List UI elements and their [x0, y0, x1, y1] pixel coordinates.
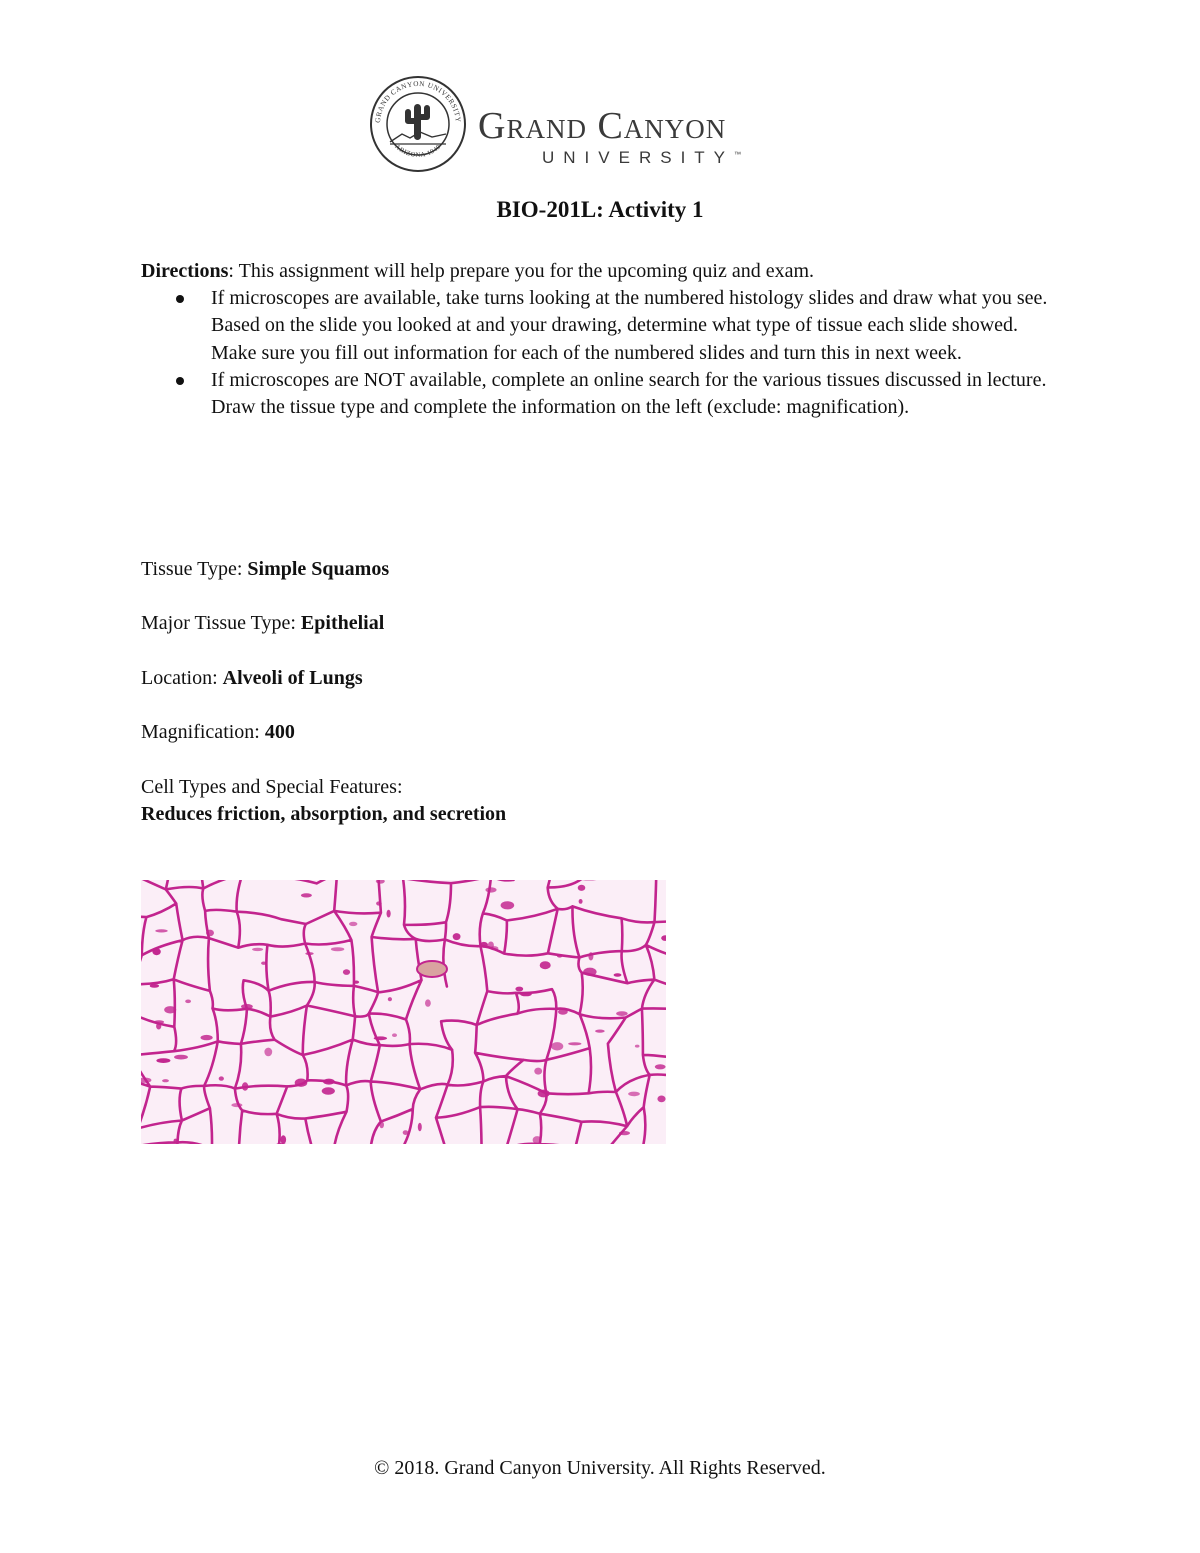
tissue-type-label: Tissue Type:: [141, 558, 248, 580]
stained-nucleus: [595, 1030, 605, 1033]
stained-nucleus: [231, 1103, 242, 1107]
stained-nucleus: [515, 987, 523, 992]
magnification-field: [141, 721, 295, 744]
major-tissue-type-label: Major Tissue Type:: [141, 612, 301, 634]
stained-nucleus: [150, 984, 159, 988]
stained-nucleus: [388, 997, 392, 1001]
stained-nucleus: [520, 992, 532, 996]
directions-label: Directions: [141, 260, 229, 282]
magnification-label: Magnification:: [141, 721, 265, 743]
stained-nucleus: [558, 1009, 568, 1015]
stained-nucleus: [162, 1079, 169, 1082]
stained-nucleus: [583, 968, 596, 976]
stained-nucleus: [261, 962, 266, 965]
stained-nucleus: [374, 1036, 387, 1040]
stained-nucleus: [354, 981, 360, 984]
stained-nucleus: [501, 901, 515, 909]
cell-types-label: Cell Types and Special Features:: [141, 776, 403, 798]
stained-nucleus: [485, 887, 496, 892]
tissue-type-field: [141, 558, 389, 581]
stained-nucleus: [578, 885, 586, 891]
stained-nucleus: [305, 952, 313, 955]
location-label: Location:: [141, 667, 223, 689]
stained-nucleus: [206, 930, 214, 937]
stained-nucleus: [301, 893, 312, 897]
stained-nucleus: [557, 955, 562, 958]
location-field: [141, 667, 363, 690]
stained-nucleus: [152, 948, 160, 955]
stained-nucleus: [533, 1136, 542, 1144]
stained-nucleus: [323, 1079, 335, 1085]
lung-tissue-micrograph: [141, 880, 666, 1144]
stained-nucleus: [387, 910, 391, 918]
list-item: If microscopes are available, take turns looking at the numbered histology slides and draw what you see. Based on the slide you looked at and your drawing, determine what type of tissue each slide showed. Make sure you fill out information for each of the numbered slides and turn this in next week.: [141, 285, 1061, 367]
directions-paragraph: [141, 258, 1061, 285]
stained-nucleus: [185, 1000, 191, 1004]
stained-nucleus: [376, 880, 385, 884]
stained-nucleus: [343, 969, 350, 975]
university-seal-icon: [368, 74, 468, 174]
major-tissue-type-field: [141, 612, 384, 635]
stained-nucleus: [201, 1035, 213, 1040]
stained-nucleus: [376, 901, 382, 905]
stained-nucleus: [349, 922, 357, 926]
stained-nucleus: [281, 1135, 287, 1144]
stained-nucleus: [657, 1096, 665, 1103]
university-wordmark: Grand Canyon: [478, 105, 727, 147]
stained-nucleus: [219, 1076, 224, 1080]
stained-nucleus: [156, 1023, 161, 1030]
stained-nucleus: [616, 1011, 628, 1016]
location-value: Alveoli of Lungs: [222, 667, 363, 689]
alveolar-walls: [141, 880, 666, 1144]
stained-nucleus: [164, 1006, 176, 1013]
stained-nucleus: [264, 1048, 272, 1057]
tissue-type-value: Simple Squamos: [247, 558, 390, 580]
stained-nucleus: [174, 1139, 178, 1144]
stained-nucleus: [322, 1087, 335, 1094]
stained-nucleus: [156, 1058, 170, 1063]
stained-nucleus: [551, 1042, 563, 1050]
stained-nucleus: [588, 952, 593, 960]
blood-vessel: [417, 961, 447, 977]
stained-nucleus: [579, 899, 583, 904]
stained-nucleus: [331, 947, 344, 951]
stained-nucleus: [534, 1068, 542, 1075]
svg-text:ARIZONA 1949: ARIZONA 1949: [393, 143, 443, 159]
major-tissue-type-value: Epithelial: [300, 612, 385, 634]
stained-nucleus: [418, 1123, 422, 1132]
stained-nucleus: [141, 1078, 151, 1083]
directions-text: : This assignment will help prepare you for the upcoming quiz and exam.: [228, 260, 815, 282]
stained-nucleus: [252, 948, 263, 951]
university-logo: [368, 74, 808, 174]
stained-nucleus: [480, 942, 488, 948]
stained-nucleus: [568, 1042, 581, 1045]
stained-nucleus: [403, 1130, 409, 1135]
stained-nucleus: [379, 1121, 384, 1128]
stained-nucleus: [655, 1064, 666, 1069]
svg-text:GRAND CANYON UNIVERSITY: GRAND CANYON UNIVERSITY: [373, 79, 463, 124]
cell-types-value: Reduces friction, absorption, and secretion: [141, 803, 507, 825]
micrograph-image: [141, 880, 666, 1144]
university-wordmark-sub: UNIVERSITY™: [542, 148, 742, 167]
document-title: BIO-201L: Activity 1: [496, 197, 704, 222]
stained-nucleus: [619, 1131, 630, 1135]
stained-nucleus: [425, 999, 431, 1006]
directions-list: [141, 285, 1061, 421]
stained-nucleus: [628, 1092, 640, 1097]
list-item: If microscopes are NOT available, complete an online search for the various tissues discussed in lecture. Draw the tissue type and complete the information on the left (exclude: magnification).: [141, 367, 1061, 422]
stained-nucleus: [241, 1004, 253, 1009]
magnification-value: 400: [264, 721, 295, 743]
stained-nucleus: [295, 1079, 308, 1087]
stained-nucleus: [635, 1045, 640, 1048]
stained-nucleus: [392, 1033, 397, 1037]
stained-nucleus: [540, 961, 551, 969]
copyright-footer: © 2018. Grand Canyon University. All Rights Reserved.: [374, 1457, 826, 1479]
stained-nucleus: [538, 1090, 550, 1098]
stained-nucleus: [488, 942, 494, 949]
stained-nucleus: [453, 933, 461, 940]
stained-nucleus: [174, 1055, 188, 1060]
stained-nucleus: [614, 973, 622, 976]
stained-nucleus: [155, 929, 167, 932]
stained-nucleus: [661, 935, 666, 941]
stained-nucleus: [242, 1082, 248, 1090]
